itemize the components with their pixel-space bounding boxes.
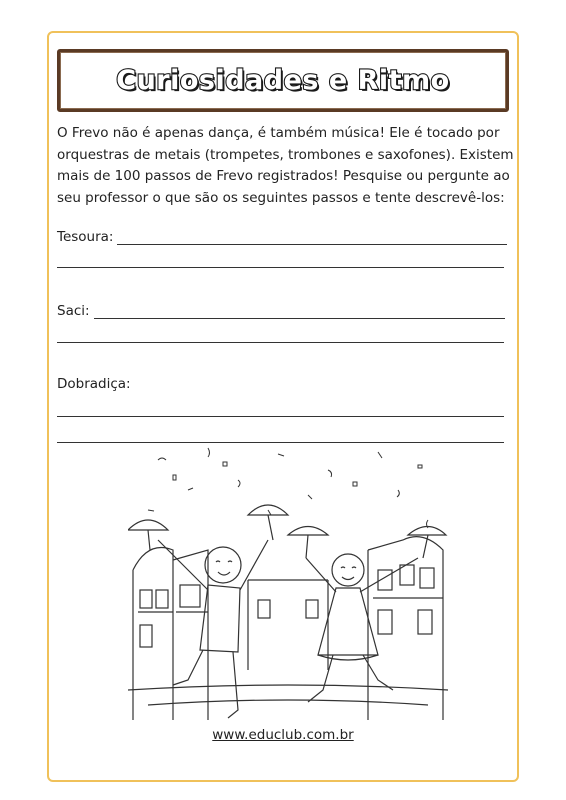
- footer-url-link[interactable]: www.educlub.com.br: [212, 727, 354, 743]
- intro-paragraph: O Frevo não é apenas dança, é também música! Ele é tocado por orquestras de metais (trompetes, trombones e saxofones). Existem mais de 100 passos de Frevo registrados! Pesquise ou pergunte ao seu professor o que são os seguintes passos e tente descrevê-los:: [57, 125, 514, 206]
- question-label-dobradica: Dobradiça:: [57, 376, 131, 392]
- question-label-saci: Saci:: [57, 303, 90, 319]
- answer-tesoura-line2[interactable]: [57, 267, 504, 268]
- answer-saci-line2[interactable]: [57, 342, 504, 343]
- question-label-tesoura: Tesoura:: [57, 229, 114, 245]
- page-title: Curiosidades e Ritmo: [116, 65, 450, 96]
- frevo-dancers-illustration: [128, 440, 448, 722]
- title-box: [57, 49, 509, 112]
- answer-blank[interactable]: [94, 304, 505, 319]
- answer-saci-line1[interactable]: [57, 303, 505, 319]
- answer-blank[interactable]: [117, 230, 507, 245]
- answer-tesoura-line1[interactable]: [57, 229, 507, 245]
- answer-dobradica-line1[interactable]: [57, 416, 504, 417]
